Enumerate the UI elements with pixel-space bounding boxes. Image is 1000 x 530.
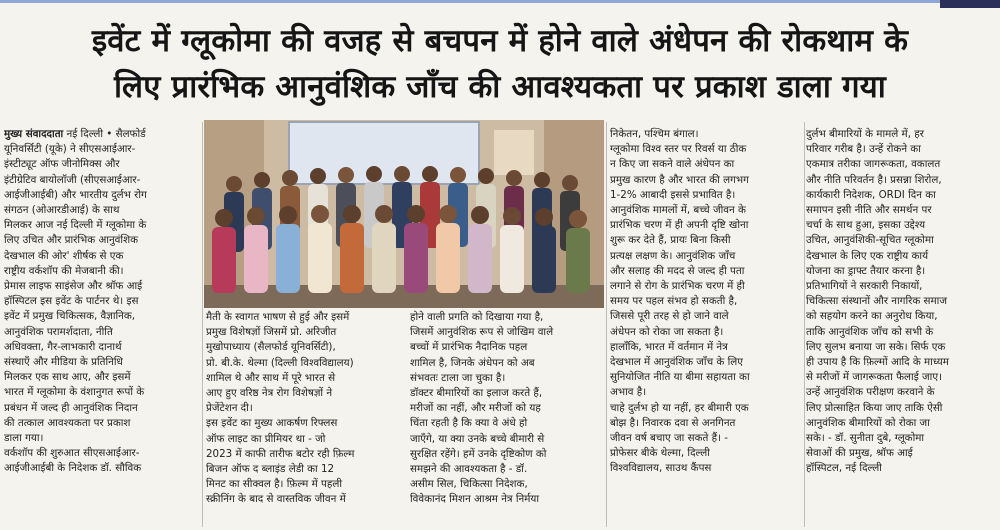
text-line: उचित, आनुवंशिकी-सूचित ग्लूकोमा [806,234,934,247]
text-line: जिससे पूरी तरह से हो जाने वाले [610,310,729,323]
text-line: आईजीआईबी) और भारतीय दुर्लभ रोग [4,188,147,201]
text-line: अधिवक्ता, गैर-लाभकारी दानार्थ [4,340,122,353]
text-line: को सहयोग करने का अनुरोध किया, [806,310,938,323]
top-strip-line [0,0,985,3]
text-line: डाला गया। [4,432,44,445]
column-rule [804,122,805,527]
text-line: समय पर पहल संभव हो सकती है, [610,295,738,308]
group-photo-illustration [204,120,604,308]
text-line: वर्कशॉप की शुरुआत सीएसआईआर- [4,447,140,460]
text-line: सके। - डॉ. सुनीता दुबे, ग्लूकोमा [806,432,925,445]
byline: मुख्य संवाददाता [4,128,64,140]
text-line: इंस्टीट्यूट ऑफ जीनोमिक्स और [4,158,120,171]
text-line: सेवाओं की प्रमुख, श्रॉफ आई [806,447,913,460]
text-line: आनुवंशिक परामर्शदाता, नीति [4,325,113,338]
text-line: लिए उचित और प्रारंभिक आनुवंशिक [4,234,138,247]
text-line: चाहे दुर्लभ हो या नहीं, हर बीमारी एक [610,401,749,414]
text-line: प्रो. बी.के. थेल्मा (दिल्ली विश्वविद्यालय) [206,356,354,369]
text-line: मुखोपाध्याय (सैलफोर्ड यूनिवर्सिटी), [206,341,336,354]
text-line: कार्यकारी निदेशक, ORDI दिन का [806,188,936,201]
text-line: दुर्लभ बीमारियों के मामले में, हर [806,128,924,140]
article-column-4 [610,127,802,527]
text-line: योजना का ड्राफ्ट तैयार करना है। [806,264,926,277]
text-line: 1-2% आबादी इससे प्रभावित है। [610,188,736,201]
text-line: यूनिवर्सिटी (यूके) ने सीएसआईआर- [4,143,136,156]
text-line: आनुवंशिक बीमारियों को रोका जा [806,416,930,429]
text-line: शुरू कर देते हैं, प्रायः बिना किसी [610,234,731,247]
text-line: हॉस्पिटल, नई दिल्ली [806,462,882,475]
text-line: राष्ट्रीय वर्कशॉप की मेजबानी की। [4,264,124,277]
text-line: प्रारंभिक चरण में ही अपनी दृष्टि खोना [610,219,749,232]
text-line: सुरक्षित रहेंगे। हमें उनके दृष्टिकोण को [410,447,547,460]
text-line: देखभाल में आनुवंशिक जाँच के लिए [610,356,743,369]
text-line: सुनियोजित नीति या बीमा सहायता का [610,371,750,384]
text-line: बोझ है। निवारक दवा से अनगिनत [610,416,736,429]
text-line: बिजन ऑफ द ब्लाइंड लेडी का 12 [206,463,335,476]
article-column-2 [206,310,402,528]
text-line: देखभाल की ओर' शीर्षक से एक [4,249,124,262]
text-line: इवेंट में प्रमुख चिकित्सक, वैज्ञानिक, [4,310,136,323]
text-line: आनुवंशिक मामलों में, बच्चे जीवन के [610,204,746,217]
text-line: हालाँकि, भारत में वर्तमान में नेत्र [610,340,728,353]
text-line: देखभाल के लिए एक राष्ट्रीय कार्य [806,249,929,262]
text-line: प्रतिभागियों ने सरकारी निकायों, [806,280,923,293]
text-line: अंधेपन को रोका जा सकता है। [610,325,724,338]
text-line: निकेतन, पश्चिम बंगाल। [610,128,699,140]
text-line: होने वाली प्रगति को दिखाया गया है, [410,311,544,323]
text-line: समापन इसी नीति और समर्थन पर [806,204,932,217]
text-line: 2023 में काफी तारीफ बटोर रही फ़िल्म [206,447,355,460]
text-line: हॉस्पिटल इस इवेंट के पार्टनर थे। इस [4,295,139,308]
text-line: आईजीआईबी के निदेशक डॉ. सौविक [4,462,142,475]
text-line: और नीति परिवर्तन है। प्रसन्ना शिरोल, [806,173,942,186]
text-line: मरीजों का नहीं, और मरीजों को यह [410,402,541,415]
text-line: चिकित्सा संस्थानों और नागरिक समाज [806,295,947,308]
article-column-3 [410,310,604,528]
text-line: चिंता रहती है कि क्या वे अंधे हो [410,417,528,430]
text-line [4,127,200,142]
text-line: प्रत्यक्ष लक्षण के। आनुवंशिक जाँच [610,249,736,262]
text-line: ऑफ लाइट का प्रीमियर था - जो [206,432,326,445]
text-line: संस्थाएँ और मीडिया के प्रतिनिधि [4,356,123,369]
text-line: इस इवेंट का मुख्य आकर्षण रिफ्लस [206,417,338,430]
text-line: एकमात्र तरीका जागरूकता, वकालत [806,158,941,171]
text-line: लगाने से रोग के प्रारंभिक चरण में ही [610,280,745,293]
text-line: मिलकर एक साथ आए, और इसमें [4,371,131,384]
headline-line-2: लिए प्रारंभिक आनुवंशिक जाँच की आवश्यकता पर प्रकाश डाला गया [113,69,887,105]
text-line: ही उपाय है कि फ़िल्मों आदि के माध्यम [806,356,949,369]
text-line: संभवतः टाला जा चुका है। [410,371,506,384]
article-headline [10,18,990,110]
text-line: न किए जा सकने वाले अंधेपन का [610,158,735,171]
text-line: मिलकर आज नई दिल्ली में ग्लूकोमा के [4,219,147,232]
text-line: चर्चा के साथ हुआ, इसका उद्देश्य [806,219,926,232]
text-line: जिसमें आनुवंशिक रूप से जोखिम वाले [410,326,554,339]
text-line: स्क्रीनिंग के बाद से वास्तविक जीवन में [206,493,346,506]
dateline: नई दिल्ली • सैलफोर्ड [66,128,146,140]
text-line: विश्वविद्यालय, साउथ कैंपस [610,462,712,475]
text-line: ताकि आनुवंशिक जाँच को सभी के [806,325,934,338]
text-line: विवेकानंद मिशन आश्रम नेत्र निर्मया [410,493,540,506]
text-line: आए हुए वरिष्ठ नेत्र रोग विशेषज्ञों ने [206,387,333,400]
text-line: से मरीजों में जागरूकता फैलाई जाए। [806,371,942,384]
text-line: इंटीग्रेटिव बायोलॉजी (सीएसआईआर- [4,173,141,186]
text-line: की तत्काल आवश्यकता पर प्रकाश [4,416,131,429]
headline-line-1: इवेंट में ग्लूकोमा की वजह से बचपन में होने वाले अंधेपन की रोकथाम के [91,23,909,59]
text-line: प्रोफेसर बीके थेल्मा, दिल्ली [610,447,710,460]
top-strip [0,0,1000,10]
text-line: मैती के स्वागत भाषण से हुई और इसमें [206,311,350,323]
text-line: जाएँगे, या क्या उनके बच्चे बीमारी से [410,432,545,445]
text-line: उन्हें आनुवंशिक परीक्षण करवाने के [806,386,935,399]
text-line: असीम सिल, चिकित्सा निदेशक, [410,478,528,491]
text-line: भारत में ग्लूकोमा के वंशानुगत रूपों के [4,386,145,399]
text-line: समझने की आवश्यकता है - डॉ. [410,463,528,476]
article-column-1 [4,127,200,527]
text-line: प्रेमास लाइफ साइंसेज और श्रॉफ आई [4,280,143,293]
text-line: अभाव है। [610,386,647,399]
text-line: जीवन वर्ष बचाए जा सकते हैं। - [610,432,728,445]
text-line: लिए प्रोत्साहित किया जाए ताकि ऐसी [806,401,943,414]
text-line: बच्चों में प्रारंभिक नैदानिक पहल [410,341,528,354]
text-line: प्रमुख कारण है और भारत की लगभग [610,173,749,186]
text-line: और सलाह की मदद से जल्द ही पता [610,264,745,277]
text-line: मिनट का सीक्वल है। फ़िल्म में पहली [206,478,342,491]
article-column-5 [806,127,996,527]
text-line: संगठन (ओआरडीआई) के साथ [4,204,120,217]
text-line: शामिल थे और साथ में पूरे भारत से [206,371,336,384]
group-photo [204,120,604,308]
text-line: लिए सुलभ बनाया जा सके। सिर्फ एक [806,340,946,353]
text-line: प्रेजेंटेशन दी। [206,402,253,415]
text-line: प्रबंधन में जल्द ही आनुवंशिक निदान [4,401,138,414]
text-line: परिवार गरीब है। उन्हें रोकने का [806,143,921,156]
text-line: ग्लूकोमा विश्व स्तर पर रिवर्स या ठीक [610,143,747,156]
text-line: शामिल है, जिनके अंधेपन को अब [410,356,535,369]
column-rule [606,122,607,527]
column-rule [202,122,203,527]
top-strip-corner [940,0,1000,8]
text-line: प्रमुख विशेषज्ञों जिसमें प्रो. अरिजीत [206,326,337,339]
text-line: डॉक्टर बीमारियों का इलाज करते हैं, [410,387,543,400]
